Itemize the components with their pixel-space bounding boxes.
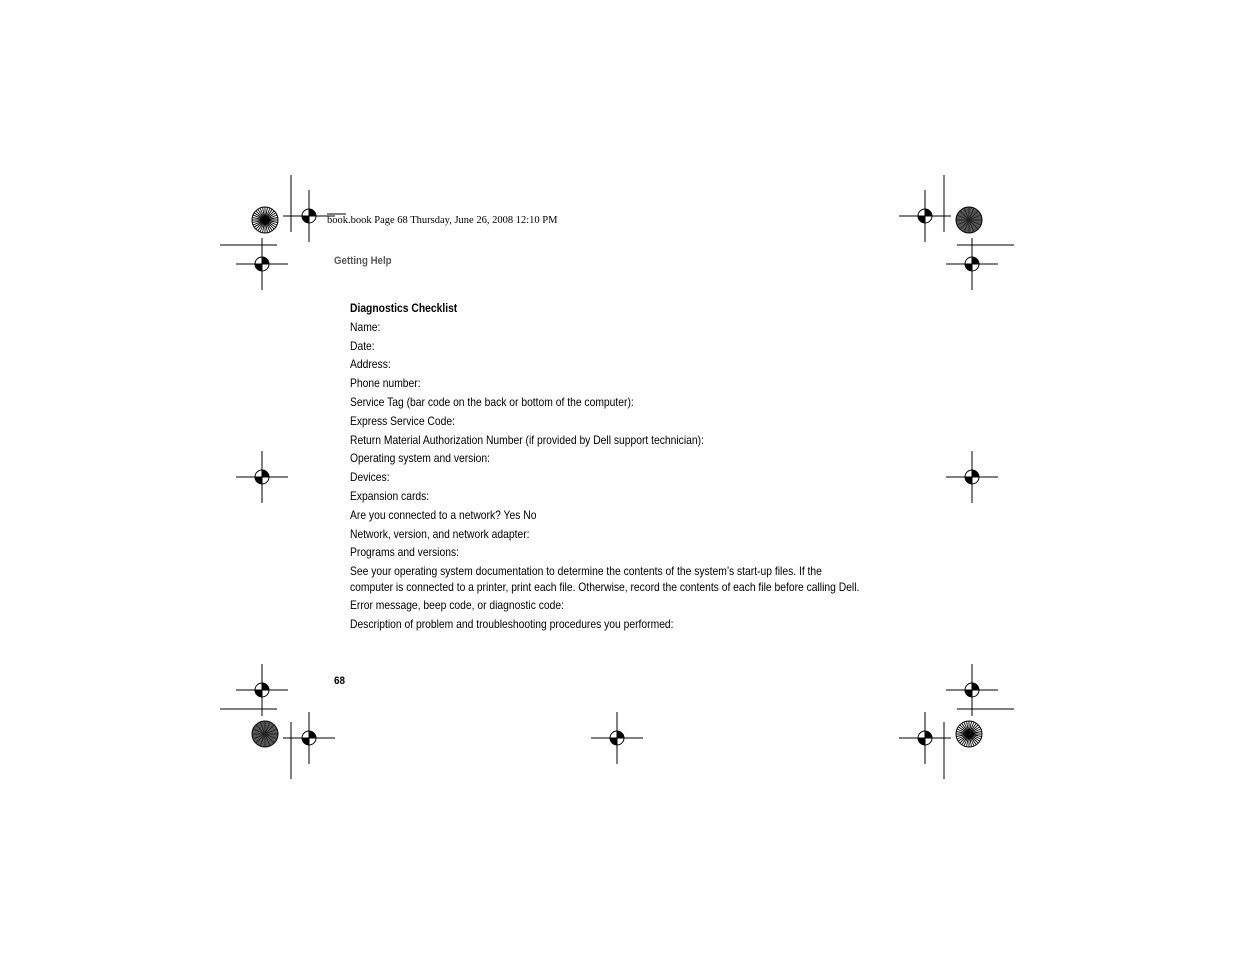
field-network-adapter: Network, version, and network adapter: (350, 526, 530, 541)
field-name: Name: (350, 319, 381, 334)
field-expansion-cards: Expansion cards: (350, 488, 430, 503)
field-programs-versions: Programs and versions: (350, 545, 459, 560)
field-express-service-code: Express Service Code: (350, 413, 455, 428)
field-network-connected: Are you connected to a network? Yes No (350, 507, 537, 522)
startup-files-paragraph: See your operating system documentation to determine the contents of the system’s start-up files. If the computer is connected to a printer, print each file. Otherwise, record the contents of each file before calling Dell. (350, 564, 860, 594)
field-phone-number: Phone number: (350, 376, 421, 391)
field-rma-number: Return Material Authorization Number (if provided by Dell support technician): (350, 432, 704, 447)
diagnostics-checklist (350, 301, 866, 636)
field-service-tag: Service Tag (bar code on the back or bottom of the computer): (350, 394, 634, 409)
page-number: 68 (334, 675, 346, 687)
field-problem-description: Description of problem and troubleshooting procedures you performed: (350, 616, 674, 631)
field-date: Date: (350, 338, 375, 353)
field-operating-system: Operating system and version: (350, 451, 490, 466)
running-head: Getting Help (334, 255, 392, 267)
field-address: Address: (350, 357, 391, 372)
field-error-message: Error message, beep code, or diagnostic code: (350, 598, 564, 613)
print-info-header: book.book Page 68 Thursday, June 26, 2008 12:10 PM (327, 215, 558, 226)
checklist-title: Diagnostics Checklist (350, 301, 458, 315)
field-devices: Devices: (350, 470, 390, 485)
